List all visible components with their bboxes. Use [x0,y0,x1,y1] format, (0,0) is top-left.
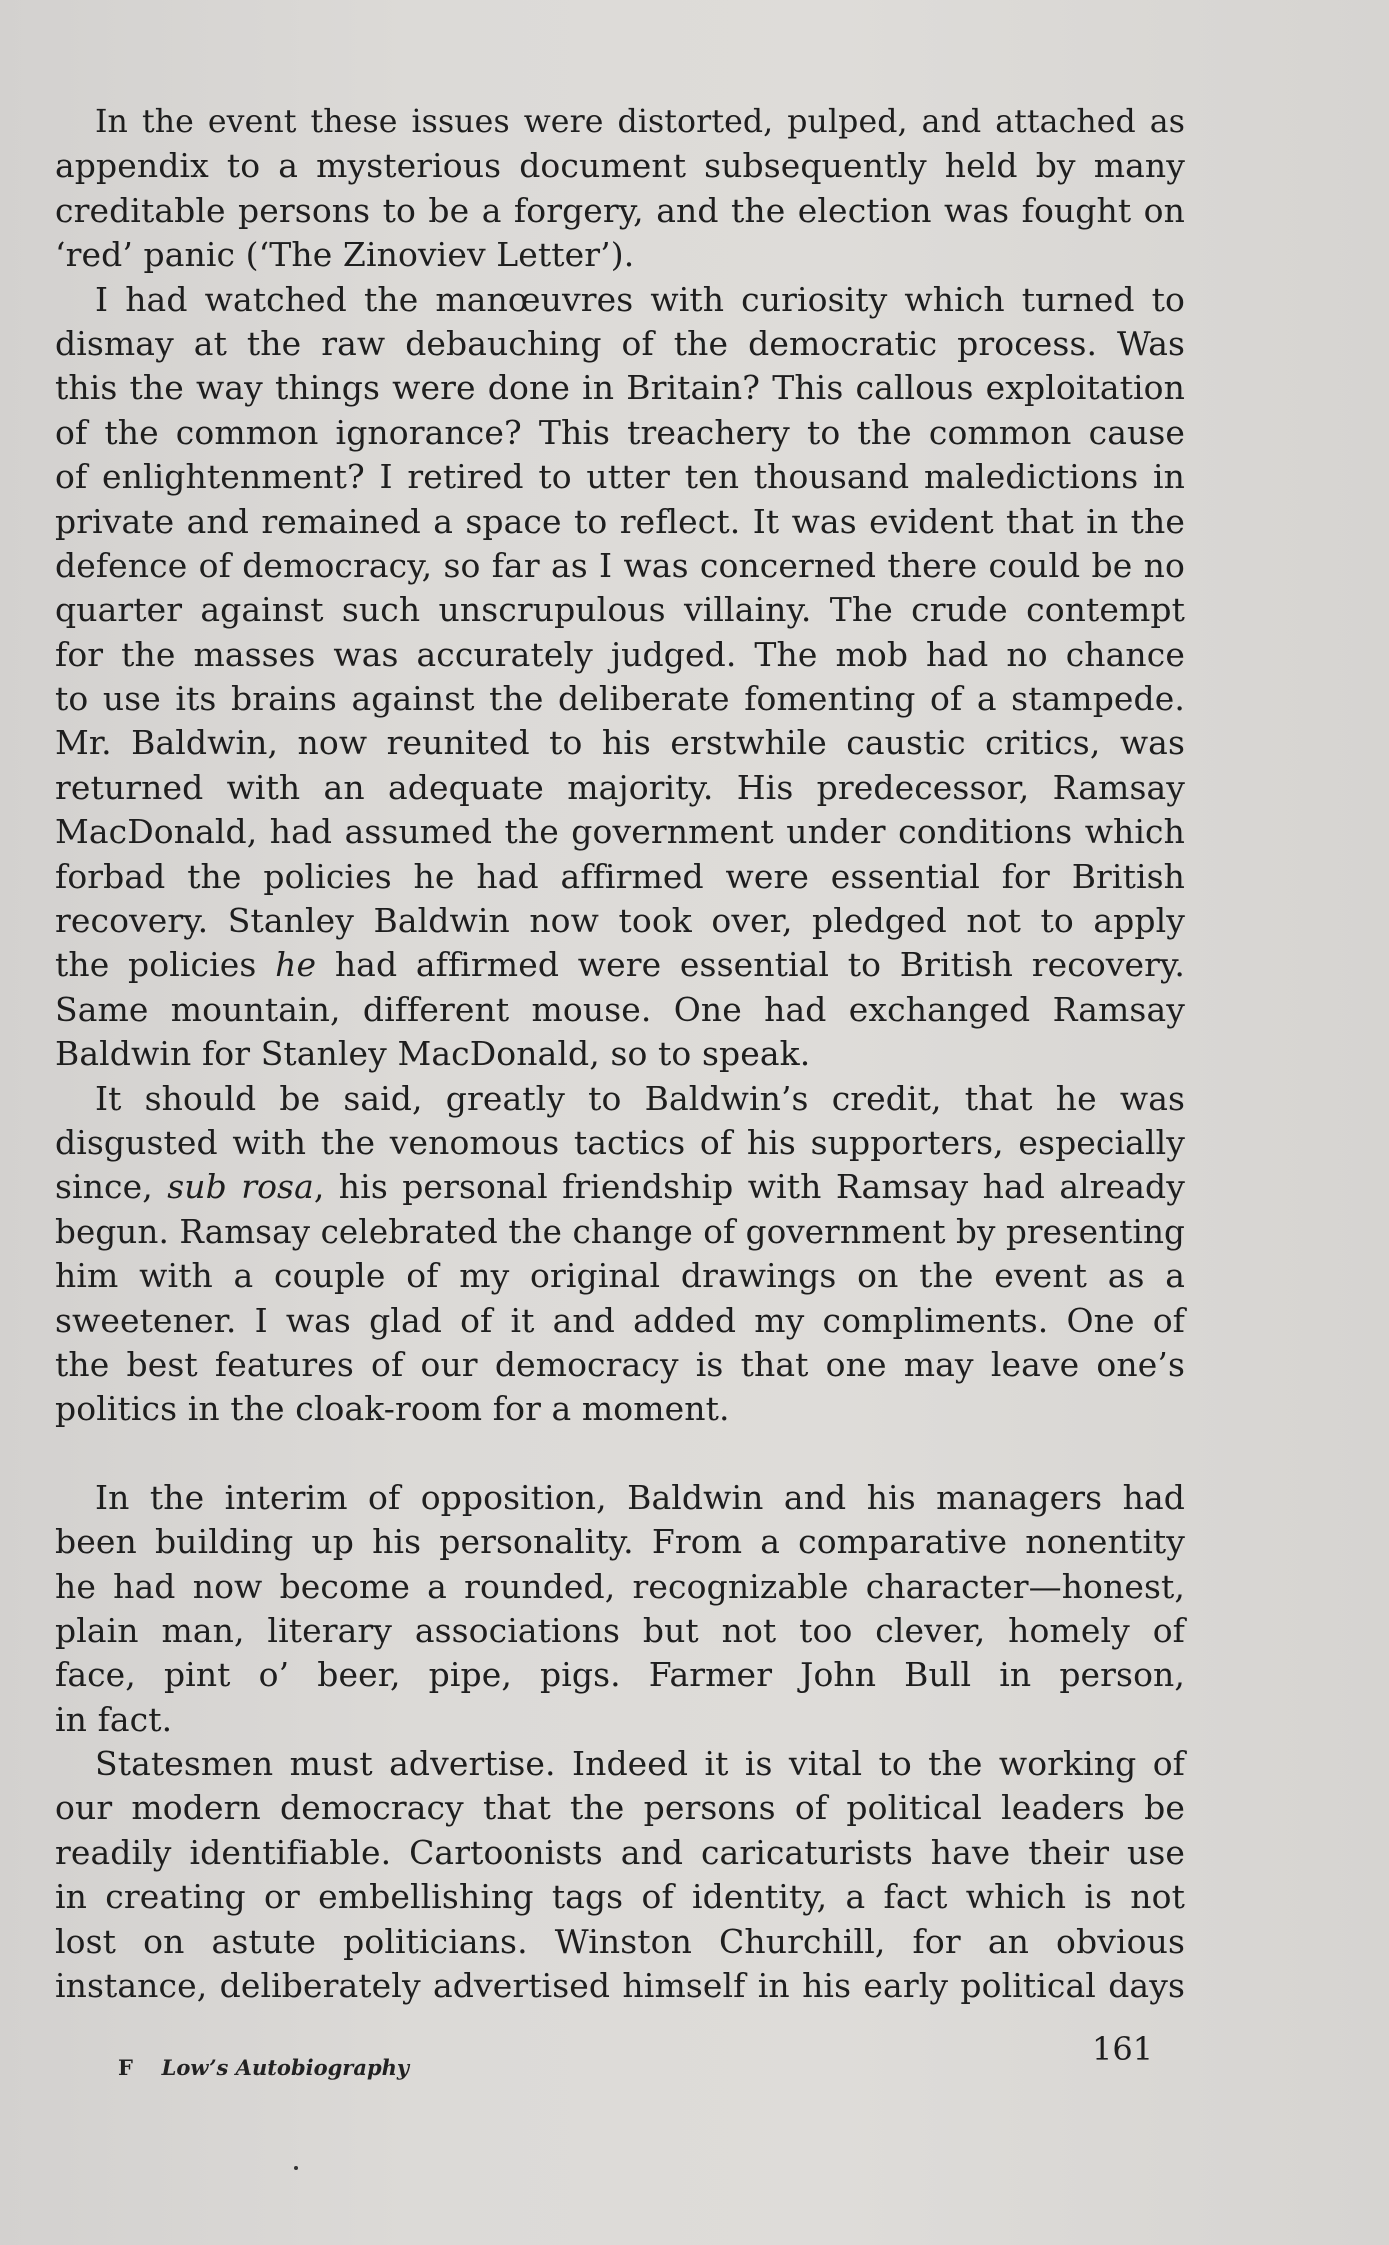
book-title: Low’s Autobiography [161,2055,410,2080]
text-line: politics in the cloak-room for a moment. [55,1389,730,1429]
text-line: lost on astute politicians. Winston Churchill, for an obvious [55,1921,1185,1961]
text-line: creditable persons to be a forgery, and the election was fought on [55,190,1185,230]
text-line: he had now become a rounded, recognizable character—honest, [55,1566,1185,1606]
text-line: for the masses was accurately judged. The mob had no chance [55,634,1185,674]
text-line: to use its brains against the deliberate fomenting of a stampede. [55,679,1185,719]
text-line: quarter against such unscrupulous villainy. The crude contempt [55,590,1185,630]
paragraph-3 [55,1077,1185,1432]
text-line: In the interim of opposition, Baldwin and his managers had [95,1477,1185,1517]
body-text [55,100,1185,2008]
text-run: the policies [55,945,276,985]
text-line: in creating or embellishing tags of identity, a fact which is not [55,1877,1185,1917]
text-line: of the common ignorance? This treachery to the common cause [55,412,1185,452]
text-line: private and remained a space to reflect. It was evident that in the [55,501,1185,541]
text-line: forbad the policies he had affirmed were essential for British [55,856,1185,896]
text-run: had affirmed were essential to British recovery. [316,945,1185,985]
paper-speck [294,2166,298,2170]
text-line-with-italic [55,943,1185,987]
text-line: Same mountain, different mouse. One had exchanged Ramsay [55,989,1185,1029]
text-run: , his personal friendship with Ramsay had already [313,1167,1186,1207]
text-line: returned with an adequate majority. His predecessor, Ramsay [55,767,1185,807]
paragraph-4 [55,1476,1185,1742]
page-number: 161 [1092,2030,1154,2068]
text-line: ‘red’ panic (‘The Zinoviev Letter’). [55,235,635,275]
italic-phrase: sub rosa [167,1167,314,1207]
section-break [55,1432,1185,1476]
text-line: been building up his personality. From a comparative nonentity [55,1522,1185,1562]
text-line: the best features of our democracy is that one may leave one’s [55,1344,1185,1384]
text-line: disgusted with the venomous tactics of his supporters, especially [55,1122,1185,1162]
text-line: Mr. Baldwin, now reunited to his erstwhile caustic critics, was [55,723,1185,763]
signature-footer [118,2055,409,2080]
text-line: defence of democracy, so far as I was concerned there could be no [55,545,1185,585]
text-line: Baldwin for Stanley MacDonald, so to speak. [55,1034,811,1074]
text-line: recovery. Stanley Baldwin now took over, pledged not to apply [55,901,1185,941]
text-line: instance, deliberately advertised himself in his early political days [55,1966,1185,2006]
paragraph-2 [55,278,1185,1077]
text-line: appendix to a mysterious document subsequently held by many [55,146,1185,186]
text-line: sweetener. I was glad of it and added my compliments. One of [55,1300,1185,1340]
text-line: readily identifiable. Cartoonists and caricaturists have their use [55,1832,1185,1872]
text-line: dismay at the raw debauching of the democratic process. Was [55,323,1185,363]
text-line: I had watched the manœuvres with curiosity which turned to [95,279,1185,319]
text-line: our modern democracy that the persons of political leaders be [55,1788,1185,1828]
text-line: this the way things were done in Britain? This callous exploitation [55,368,1185,408]
text-line: Statesmen must advertise. Indeed it is vital to the working of [95,1744,1185,1784]
text-line: plain man, literary associations but not too clever, homely of [55,1610,1185,1650]
italic-word: he [275,945,317,985]
signature-mark: F [118,2055,133,2080]
paragraph-1 [55,100,1185,278]
text-line: of enlightenment? I retired to utter ten thousand maledictions in [55,457,1185,497]
text-line: begun. Ramsay celebrated the change of government by presenting [55,1212,1185,1251]
text-line: It should be said, greatly to Baldwin’s credit, that he was [95,1078,1185,1118]
text-line-with-italic [55,1165,1185,1209]
text-line: In the event these issues were distorted, pulped, and attached as [95,104,1185,140]
text-line: face, pint o’ beer, pipe, pigs. Farmer John Bull in person, [55,1655,1185,1695]
text-line: MacDonald, had assumed the government under conditions which [55,812,1185,852]
text-run: since, [55,1167,168,1207]
text-line: him with a couple of my original drawings on the event as a [55,1256,1185,1296]
paragraph-5 [55,1742,1185,2008]
text-line: in fact. [55,1699,173,1739]
